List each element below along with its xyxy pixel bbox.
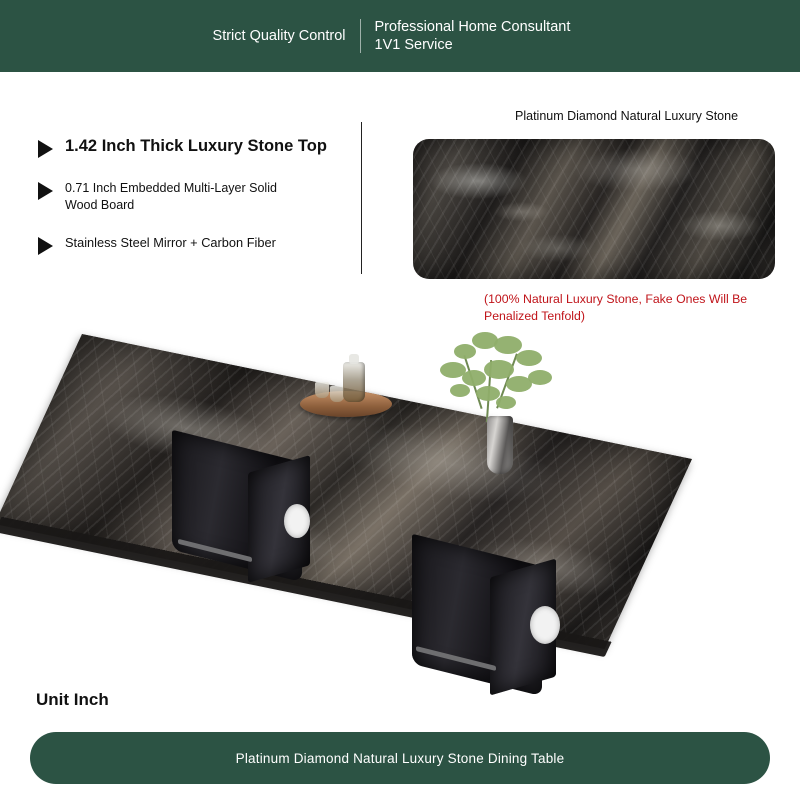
table-leg-cutout-left — [284, 504, 310, 538]
decanter-stopper — [349, 354, 359, 364]
stone-sample-image — [413, 139, 775, 279]
triangle-right-icon — [38, 182, 53, 200]
feature-item-1 — [38, 138, 348, 158]
banner-right-text: Professional Home Consultant 1V1 Service — [374, 18, 571, 53]
vertical-divider — [361, 122, 362, 274]
feature-item-2 — [38, 180, 348, 213]
banner-left-text: Strict Quality Control — [212, 27, 346, 44]
triangle-right-icon — [38, 140, 53, 158]
bottom-title-bar — [30, 732, 770, 784]
product-title: Platinum Diamond Natural Luxury Stone Dining Table — [235, 750, 565, 766]
decanter — [343, 362, 365, 402]
authenticity-warning: (100% Natural Luxury Stone, Fake Ones Will Be Penalized Tenfold) — [484, 292, 748, 323]
feature-item-3 — [38, 235, 348, 255]
table-leg-cutout-right — [530, 606, 560, 644]
dining-table-photo — [60, 318, 750, 700]
feature-label-1: 1.42 Inch Thick Luxury Stone Top — [65, 137, 327, 155]
plant-foliage — [432, 326, 558, 424]
triangle-right-icon — [38, 237, 53, 255]
plant-vase — [487, 416, 513, 474]
feature-label-2: 0.71 Inch Embedded Multi-Layer Solid Wood Board — [65, 181, 277, 212]
top-banner — [0, 0, 800, 72]
unit-label: Unit Inch — [36, 690, 109, 709]
stone-sample-label: Platinum Diamond Natural Luxury Stone — [515, 109, 739, 123]
feature-list — [38, 138, 348, 277]
glass-left — [315, 382, 329, 398]
feature-label-3: Stainless Steel Mirror + Carbon Fiber — [65, 235, 276, 250]
glass-right — [330, 386, 344, 402]
